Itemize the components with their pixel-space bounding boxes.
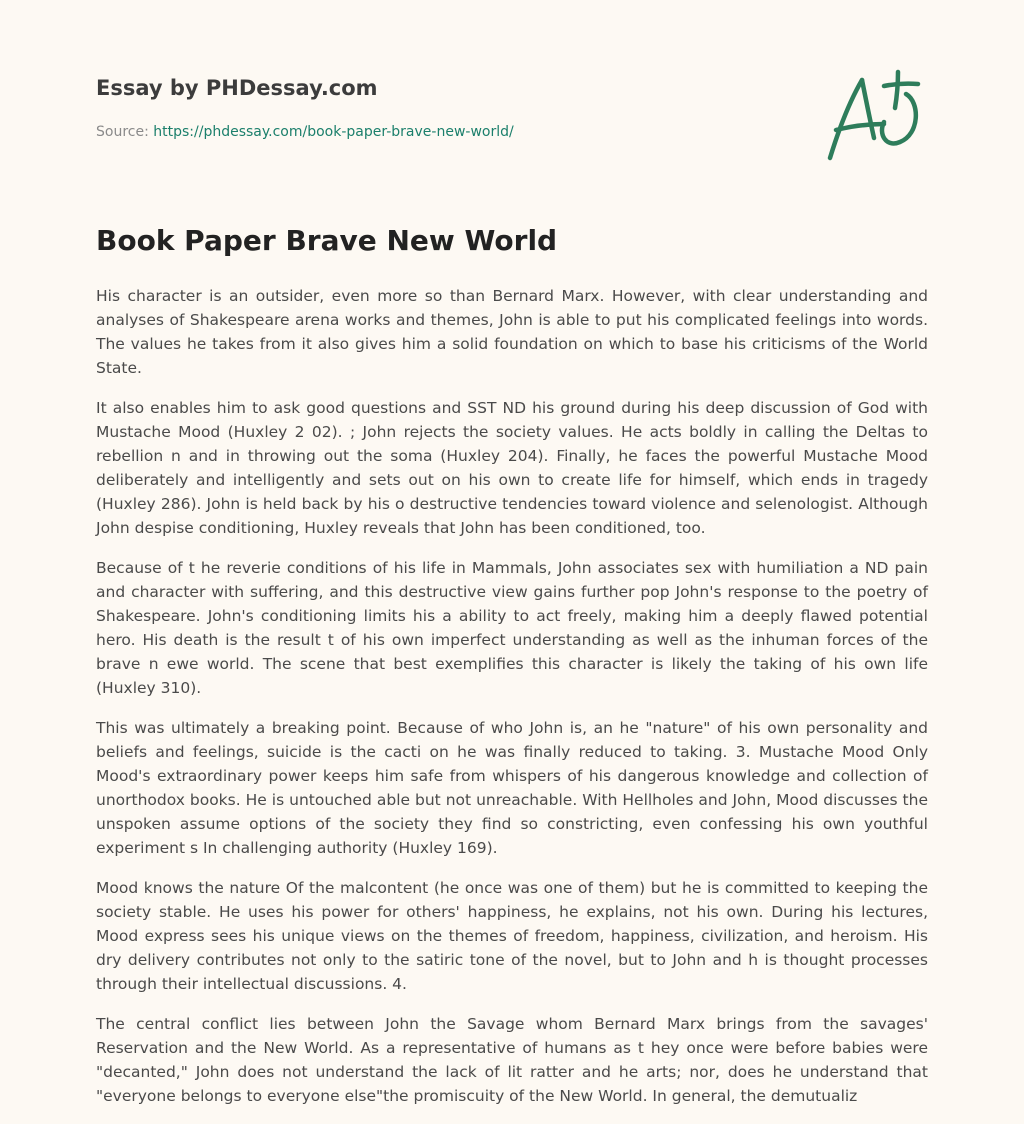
- site-brand: Essay by PHDessay.com: [96, 76, 378, 100]
- paragraph: This was ultimately a breaking point. Because of who John is, an he "nature" of his own personality and beliefs and feelings, suicide is the cacti on he was finally reduced to taking. 3. Mustache Mood Only Mood's extraordinary power keeps him safe from whispers of his dangerous knowledge and collection of unorthodox books. He is untouched able but not unreachable. With Hellholes and John, Mood discusses the unspoken assume options of the society they find so constricting, even confessing his own youthful experiment s In challenging authority (Huxley 169).: [96, 719, 928, 857]
- paragraph: It also enables him to ask good questions and SST ND his ground during his deep discussion of God with Mustache Mood (Huxley 2 02). ; John rejects the society values. He acts boldly in calling the Deltas to rebellion n and in throwing out the soma (Huxley 204). Finally, he faces the powerful Mustache Mood deliberately and intelligently and sets out on his own to create life for himself, which ends in tragedy (Huxley 286). John is held back by his o destructive tendencies toward violence and selenologist. Although John despise conditioning, Huxley reveals that John has been conditioned, too.: [96, 399, 928, 537]
- essay-body: [96, 284, 928, 1124]
- source-line: [96, 124, 514, 140]
- a-plus-logo-icon: [822, 68, 926, 164]
- paragraph: Mood knows the nature Of the malcontent (he once was one of them) but he is committed to keeping the society stable. He uses his power for others' happiness, he explains, not his own. During his lectures, Mood express sees his unique views on the themes of freedom, happiness, civilization, and heroism. His dry delivery contributes not only to the satiric tone of the novel, but to John and h is thought processes through their intellectual discussions. 4.: [96, 879, 928, 993]
- paragraph: His character is an outsider, even more so than Bernard Marx. However, with clear understanding and analyses of Shakespeare arena works and themes, John is able to put his complicated feelings into words. The values he takes from it also gives him a solid foundation on which to base his criticisms of the World State.: [96, 287, 928, 377]
- source-link[interactable]: https://phdessay.com/book-paper-brave-new-world/: [153, 124, 514, 140]
- paragraph: Because of t he reverie conditions of his life in Mammals, John associates sex with humiliation a ND pain and character with suffering, and this destructive view gains further pop John's response to the poetry of Shakespeare. John's conditioning limits his a ability to act freely, making him a deeply flawed potential hero. His death is the result t of his own imperfect understanding as well as the inhuman forces of the brave n ewe world. The scene that best exemplifies this character is likely the taking of his own life (Huxley 310).: [96, 559, 928, 697]
- page-title: Book Paper Brave New World: [96, 224, 558, 257]
- source-label: Source:: [96, 124, 149, 140]
- paragraph: The central conflict lies between John the Savage whom Bernard Marx brings from the savages' Reservation and the New World. As a representative of humans as t hey once were before babies were "decanted," John does not understand the lack of lit ratter and he arts; nor, does he understand that "everyone belongs to everyone else"the promiscuity of the New World. In general, the demutualiz: [96, 1015, 928, 1105]
